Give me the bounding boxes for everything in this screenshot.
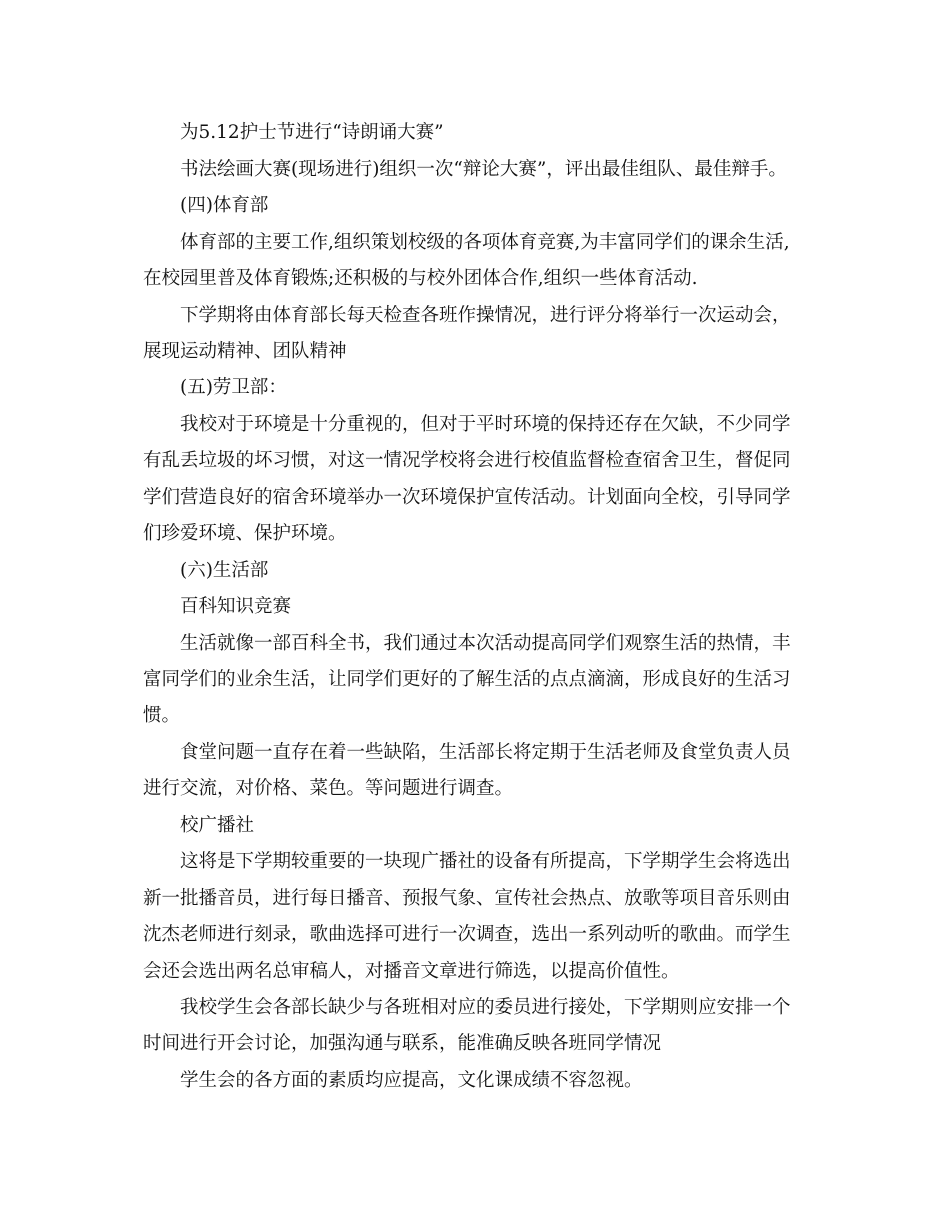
text-line: 们珍爱环境、保护环境。 <box>143 523 347 544</box>
text-line: 会还会选出两名总审稿人，对播音文章进行筛选，以提高价值性。 <box>143 961 680 982</box>
text-line: 时间进行开会讨论，加强沟通与联系，能准确反映各班同学情况 <box>143 1033 662 1054</box>
heading-line: 百科知识竞赛 <box>180 596 292 617</box>
text-line: 新一批播音员，进行每日播音、预报气象、宣传社会热点、放歌等项目音乐则由 <box>143 888 791 909</box>
text-line: 学们营造良好的宿舍环境举办一次环境保护宣传活动。计划面向全校，引导同学 <box>143 487 791 508</box>
text-line: 为5.12护士节进行“诗朗诵大赛” <box>180 122 444 143</box>
text-line: 书法绘画大赛(现场进行)组织一次“辩论大赛”，评出最佳组队、最佳辩手。 <box>180 159 787 180</box>
text-line: 生活就像一部百科全书，我们通过本次活动提高同学们观察生活的热情，丰 <box>180 633 791 654</box>
text-line: 这将是下学期较重要的一块现广播社的设备有所提高，下学期学生会将选出 <box>180 851 791 872</box>
heading-line: (四)体育部 <box>180 195 269 216</box>
text-line: 我校学生会各部长缺少与各班相对应的委员进行接处，下学期则应安排一个 <box>180 997 791 1018</box>
text-line: 沈杰老师进行刻录，歌曲选择可进行一次调查，选出一系列动听的歌曲。而学生 <box>143 924 791 945</box>
text-line: 富同学们的业余生活，让同学们更好的了解生活的点点滴滴，形成良好的生活习 <box>143 669 791 690</box>
text-line: 体育部的主要工作,组织策划校级的各项体育竞赛,为丰富同学们的课余生活, <box>180 232 790 253</box>
text-line: 在校园里普及体育锻炼;还积极的与校外团体合作,组织一些体育活动. <box>143 268 698 289</box>
text-line: 展现运动精神、团队精神 <box>143 341 347 362</box>
text-line: 有乱丢垃圾的坏习惯，对这一情况学校将会进行校值监督检查宿舍卫生，督促同 <box>143 450 791 471</box>
text-line: 我校对于环境是十分重视的，但对于平时环境的保持还存在欠缺，不少同学 <box>180 414 791 435</box>
text-line: 食堂问题一直存在着一些缺陷，生活部长将定期于生活老师及食堂负责人员 <box>180 742 791 763</box>
text-line: 学生会的各方面的素质均应提高，文化课成绩不容忽视。 <box>180 1070 643 1091</box>
heading-line: (五)劳卫部： <box>180 377 287 398</box>
text-line: 下学期将由体育部长每天检查各班作操情况，进行评分将举行一次运动会， <box>180 305 791 326</box>
heading-line: (六)生活部 <box>180 560 269 581</box>
text-line: 惯。 <box>143 705 181 726</box>
heading-line: 校广播社 <box>180 815 255 836</box>
text-line: 进行交流，对价格、菜色。等问题进行调查。 <box>143 778 514 799</box>
